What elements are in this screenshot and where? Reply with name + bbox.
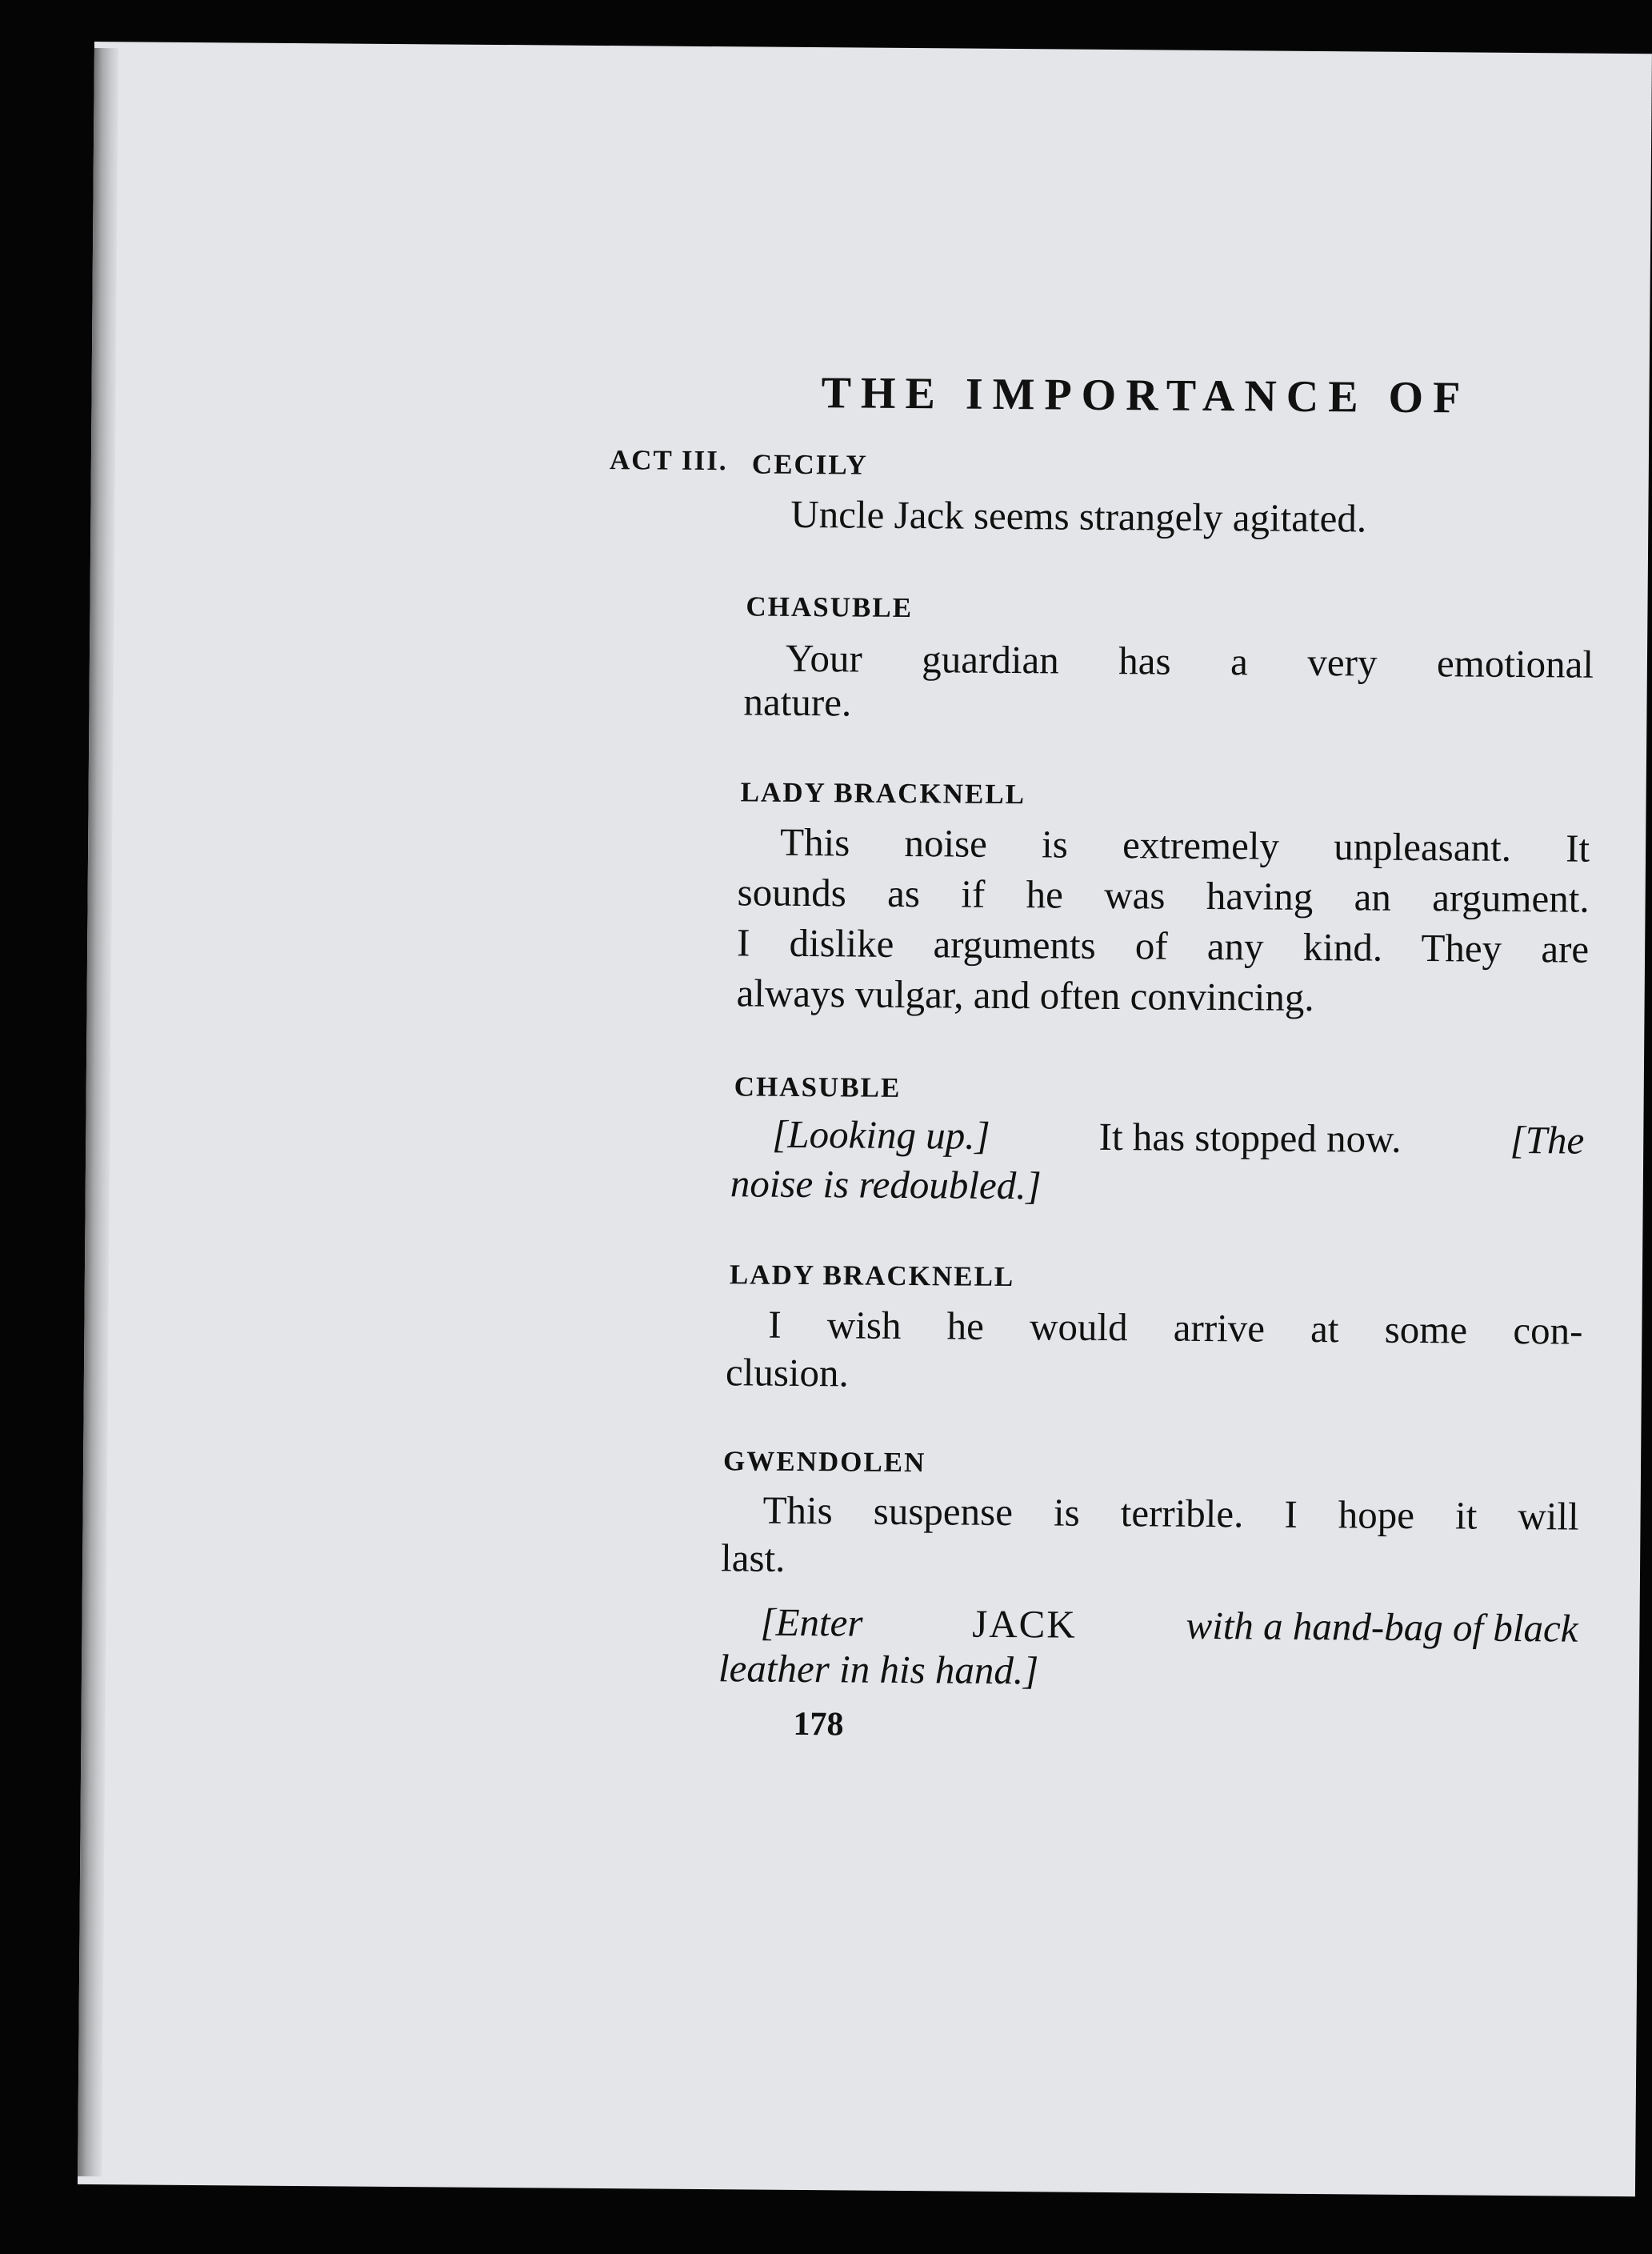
stage-direction: leather in his hand.]: [718, 1646, 1039, 1693]
speech-line: This suspense is terrible. I hope it will: [762, 1487, 1579, 1539]
running-head: THE IMPORTANCE OF: [821, 368, 1470, 423]
speech-line: always vulgar, and often convincing.: [736, 971, 1314, 1020]
speech-line: Your guardian has a very emotional: [785, 635, 1594, 687]
speech-line: last.: [720, 1535, 786, 1580]
speaker-name: LADY BRACKNELL: [729, 1259, 1015, 1293]
stage-direction: noise is redoubled.]: [730, 1161, 1042, 1208]
direction-enter: [Enter: [760, 1599, 863, 1645]
act-marker: ACT III.: [609, 444, 728, 477]
stage-direction: [The: [1510, 1117, 1585, 1163]
speech-line: sounds as if he was having an argument.: [737, 870, 1590, 921]
character-name: JACK: [972, 1601, 1077, 1647]
speaker-name: GWENDOLEN: [722, 1445, 926, 1479]
speech-line: I wish he would arrive at some con-: [768, 1302, 1583, 1353]
speech-line: nature.: [743, 679, 852, 725]
stage-direction: [Looking up.]: [772, 1111, 990, 1158]
paper-page: [78, 42, 1652, 2196]
speaker-name: CECILY: [751, 448, 868, 481]
stage-direction: [760, 1599, 1578, 1651]
speaker-name: CHASUBLE: [746, 591, 914, 624]
speech-line: I dislike arguments of any kind. They are: [736, 920, 1590, 971]
speech-line: [772, 1111, 1584, 1163]
direction-text: with a hand-bag of black: [1186, 1603, 1578, 1651]
speech-text: It has stopped now.: [1098, 1114, 1402, 1161]
page-number: 178: [793, 1705, 844, 1744]
speaker-name: CHASUBLE: [734, 1071, 902, 1103]
speech-line: clusion.: [725, 1350, 849, 1395]
speech-line: This noise is extremely unpleasant. It: [779, 819, 1590, 871]
speech-line: Uncle Jack seems strangely agitated.: [790, 491, 1367, 541]
speaker-name: LADY BRACKNELL: [740, 776, 1026, 811]
